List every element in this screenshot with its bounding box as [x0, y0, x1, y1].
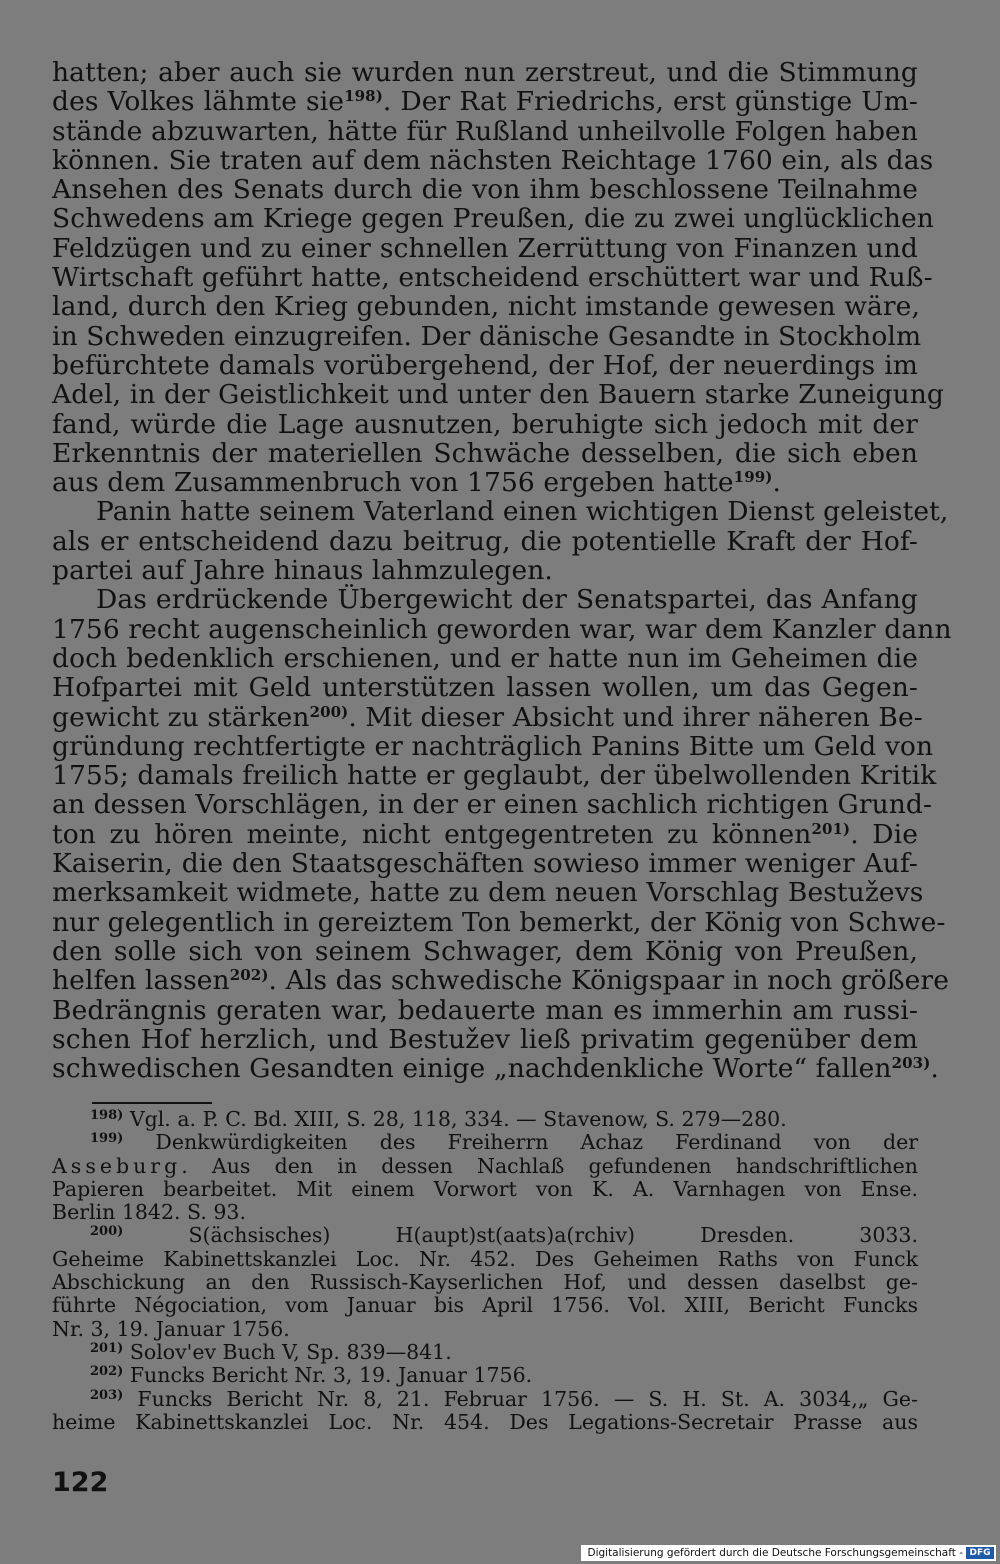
- line-text-continued: . Als das schwedische Königspaar in noch größere: [268, 965, 949, 997]
- text-line: [52, 849, 918, 878]
- footnote-reference: 198): [344, 87, 383, 106]
- footnote-line: [52, 1155, 918, 1178]
- text-line: [52, 320, 922, 352]
- text-line: [52, 262, 933, 294]
- text-line: [52, 292, 918, 321]
- line-text: Ansehen des Senats durch die von ihm beschlossene Teilnahme: [52, 174, 918, 206]
- footnote-line: [52, 1271, 918, 1294]
- text-line: [52, 234, 918, 263]
- text-line: [52, 701, 923, 733]
- footnote-text: . Aus den in dessen Nachlaß gefundenen handschriftlichen: [181, 1153, 918, 1178]
- line-text: partei auf Jahre hinaus lahmzulegen.: [52, 555, 553, 587]
- line-text: doch bedenklich erschienen, und er hatte nun im Geheimen die: [52, 642, 918, 674]
- footnote-reference: 203): [891, 1054, 931, 1073]
- text-line: [52, 468, 918, 497]
- spaced-name: Asseburg: [52, 1153, 182, 1178]
- credit-text: Digitalisierung gefördert durch die Deutsche Forschungsgemeinschaft -: [587, 1547, 963, 1559]
- line-text: 1755; damals freilich hatte er geglaubt, der übelwollenden Kritik: [52, 760, 937, 792]
- line-text: Kaiserin, die den Staatsgeschäften sowieso immer weniger Auf-: [52, 848, 918, 880]
- footnote-text: Abschickung an den Russisch-Kayserlichen Hof, und dessen daselbst ge-: [52, 1270, 918, 1295]
- line-text-continued: .: [930, 1053, 939, 1085]
- line-text: Hofpartei mit Geld unterstützen lassen wollen, um das Gegen-: [52, 672, 918, 704]
- line-text: Das erdrückende Übergewicht der Senatspartei, das Anfang: [96, 584, 918, 616]
- text-line: [52, 439, 918, 468]
- footnote-line: [52, 1108, 918, 1131]
- line-text: des Volkes lähmte sie: [52, 86, 345, 118]
- text-line: [52, 820, 918, 849]
- line-text: gewicht zu stärken: [52, 701, 310, 733]
- text-line: [52, 496, 949, 528]
- footnote-text: Funcks Bericht Nr. 3, 19. Januar 1756.: [123, 1363, 533, 1388]
- footnote-line: [52, 1388, 918, 1411]
- footnote-separator: [92, 1102, 212, 1104]
- line-text: gründung rechtfertigte er nachträglich Panins Bitte um Geld von: [52, 730, 934, 762]
- text-line: [52, 877, 924, 909]
- line-text-continued: . Der Rat Friedrichs, erst günstige Um-: [382, 86, 918, 118]
- footnote-number: 202): [90, 1364, 124, 1380]
- footnote-number: 199): [90, 1131, 124, 1147]
- line-text: Wirtschaft geführt hatte, entscheidend erschüttert war und Ruß-: [52, 262, 933, 294]
- footnote-line: [52, 1131, 918, 1154]
- text-line: [52, 585, 918, 614]
- text-line: [52, 937, 918, 966]
- footnote-number: 203): [90, 1387, 124, 1403]
- footnote-text: Denkwürdigkeiten des Freiherrn Achaz Ferdinand von der: [123, 1130, 918, 1155]
- footnote-line: [52, 1178, 918, 1201]
- body-text: [52, 57, 952, 1085]
- footnote-reference: 200): [309, 702, 349, 721]
- line-text: helfen lassen: [52, 965, 230, 997]
- footnote-text: Nr. 3, 19. Januar 1756.: [52, 1316, 290, 1341]
- footnote-text: Solov'ev Buch V, Sp. 839—841.: [123, 1339, 452, 1364]
- line-text: befürchtete damals vorübergehend, der Hof, der neuerdings im: [52, 349, 918, 381]
- line-text: aus dem Zusammenbruch von 1756 ergeben hatte: [52, 467, 734, 499]
- footnote-line: [52, 1248, 918, 1271]
- text-line: [52, 789, 933, 821]
- text-line: [52, 730, 934, 762]
- footnote-line: [52, 1201, 918, 1224]
- text-line: [52, 144, 934, 176]
- line-text-continued: . Die: [850, 818, 918, 850]
- footnote-text: Geheime Kabinettskanzlei Loc. Nr. 452. Des Geheimen Raths von Funck: [52, 1246, 918, 1271]
- text-line: [52, 965, 949, 997]
- footnote-line: [52, 1364, 918, 1387]
- text-line: [52, 351, 918, 380]
- text-line: [52, 58, 918, 87]
- text-line: [52, 175, 918, 204]
- text-line: [52, 117, 918, 146]
- footnote-text: heime Kabinettskanzlei Loc. Nr. 454. Des Legations-Secretair Prasse aus: [52, 1409, 918, 1434]
- line-text: Adel, in der Geistlichkeit und unter den Bauern starke Zuneigung: [52, 379, 944, 411]
- line-text: 1756 recht augenscheinlich geworden war, war dem Kanzler dann: [52, 613, 952, 645]
- footnote-number: 201): [90, 1340, 124, 1356]
- footnote-text: Berlin 1842. S. 93.: [52, 1200, 246, 1225]
- text-line: [52, 1025, 918, 1054]
- text-line: [52, 410, 918, 439]
- line-text: land, durch den Krieg gebunden, nicht imstande gewesen wäre,: [52, 291, 920, 323]
- line-text: in Schweden einzugreifen. Der dänische Gesandte in Stockholm: [52, 320, 922, 352]
- text-line: [52, 644, 918, 673]
- line-text: Erkenntnis der materiellen Schwäche desselben, die sich eben: [52, 437, 918, 469]
- footnote-text: Vgl. a. P. C. Bd. XIII, S. 28, 118, 334. — Stavenow, S. 279—280.: [123, 1107, 787, 1131]
- footnote-line: [52, 1411, 918, 1434]
- line-text: nur gelegentlich in gereiztem Ton bemerkt, der König von Schwe-: [52, 906, 946, 938]
- footnotes: [52, 1108, 918, 1434]
- footnote-text: Papieren bearbeitet. Mit einem Vorwort von K. A. Varnhagen von Ense.: [52, 1176, 918, 1201]
- footnote-line: [52, 1224, 918, 1247]
- text-line: [52, 906, 946, 938]
- line-text: Panin hatte seinem Vaterland einen wichtigen Dienst geleistet,: [96, 496, 949, 528]
- line-text-continued: . Mit dieser Absicht und ihrer näheren Be-: [348, 701, 923, 733]
- footnote-reference: 202): [229, 966, 269, 985]
- footnote-reference: 199): [733, 468, 773, 487]
- text-line: [52, 996, 918, 1025]
- line-text: hatten; aber auch sie wurden nun zerstreut, und die Stimmung: [52, 57, 918, 88]
- line-text: Schwedens am Kriege gegen Preußen, die zu zwei unglücklichen: [52, 203, 934, 235]
- footnote-line: [52, 1341, 918, 1364]
- footnote-number: 198): [90, 1108, 124, 1123]
- footnote-text: Funcks Bericht Nr. 8, 21. Februar 1756. — S. H. St. A. 3034,„ Ge-: [123, 1386, 918, 1411]
- line-text-continued: .: [772, 467, 782, 499]
- line-text: als er entscheidend dazu beitrug, die potentielle Kraft der Hof-: [52, 525, 918, 557]
- footnote-line: [52, 1318, 918, 1341]
- line-text: merksamkeit widmete, hatte zu dem neuen Vorschlag Bestuževs: [52, 877, 924, 909]
- line-text: Feldzügen und zu einer schnellen Zerrüttung von Finanzen und: [52, 232, 918, 264]
- text-line: [52, 87, 918, 116]
- text-line: [52, 379, 944, 411]
- footnote-number: 200): [90, 1224, 124, 1240]
- footnote-line: [52, 1294, 918, 1317]
- page-number: 122: [52, 1467, 109, 1498]
- line-text: den solle sich von seinem Schwager, dem König von Preußen,: [52, 935, 918, 967]
- line-text: ton zu hören meinte, nicht entgegentreten zu können: [52, 818, 812, 850]
- line-text: Bedrängnis geraten war, bedauerte man es immerhin am russi-: [52, 994, 918, 1026]
- footnote-text: S(ächsisches) H(aupt)st(aats)a(rchiv) Dresden. 3033.: [123, 1223, 918, 1248]
- line-text: an dessen Vorschlägen, in der er einen sachlich richtigen Grund-: [52, 789, 933, 821]
- line-text: können. Sie traten auf dem nächsten Reichtage 1760 ein, als das: [52, 144, 934, 176]
- text-line: [52, 527, 918, 556]
- footnote-reference: 201): [811, 819, 851, 838]
- text-line: [52, 613, 952, 645]
- line-text: schwedischen Gesandten einige „nachdenkliche Worte“ fallen: [52, 1053, 892, 1085]
- digitization-credit: [581, 1545, 996, 1561]
- text-line: [52, 760, 937, 792]
- line-text: schen Hof herzlich, und Bestužev ließ privatim gegenüber dem: [52, 1023, 918, 1055]
- line-text: stände abzuwarten, hätte für Rußland unheilvolle Folgen haben: [52, 115, 918, 147]
- text-line: [52, 203, 934, 235]
- dfg-logo-icon: DFG: [966, 1547, 994, 1559]
- text-line: [52, 1053, 939, 1085]
- line-text: fand, würde die Lage ausnutzen, beruhigte sich jedoch mit der: [52, 408, 918, 440]
- footnote-text: führte Négociation, vom Januar bis April 1756. Vol. XIII, Bericht Funcks: [52, 1293, 918, 1318]
- text-line: [52, 673, 918, 702]
- text-line: [52, 556, 918, 585]
